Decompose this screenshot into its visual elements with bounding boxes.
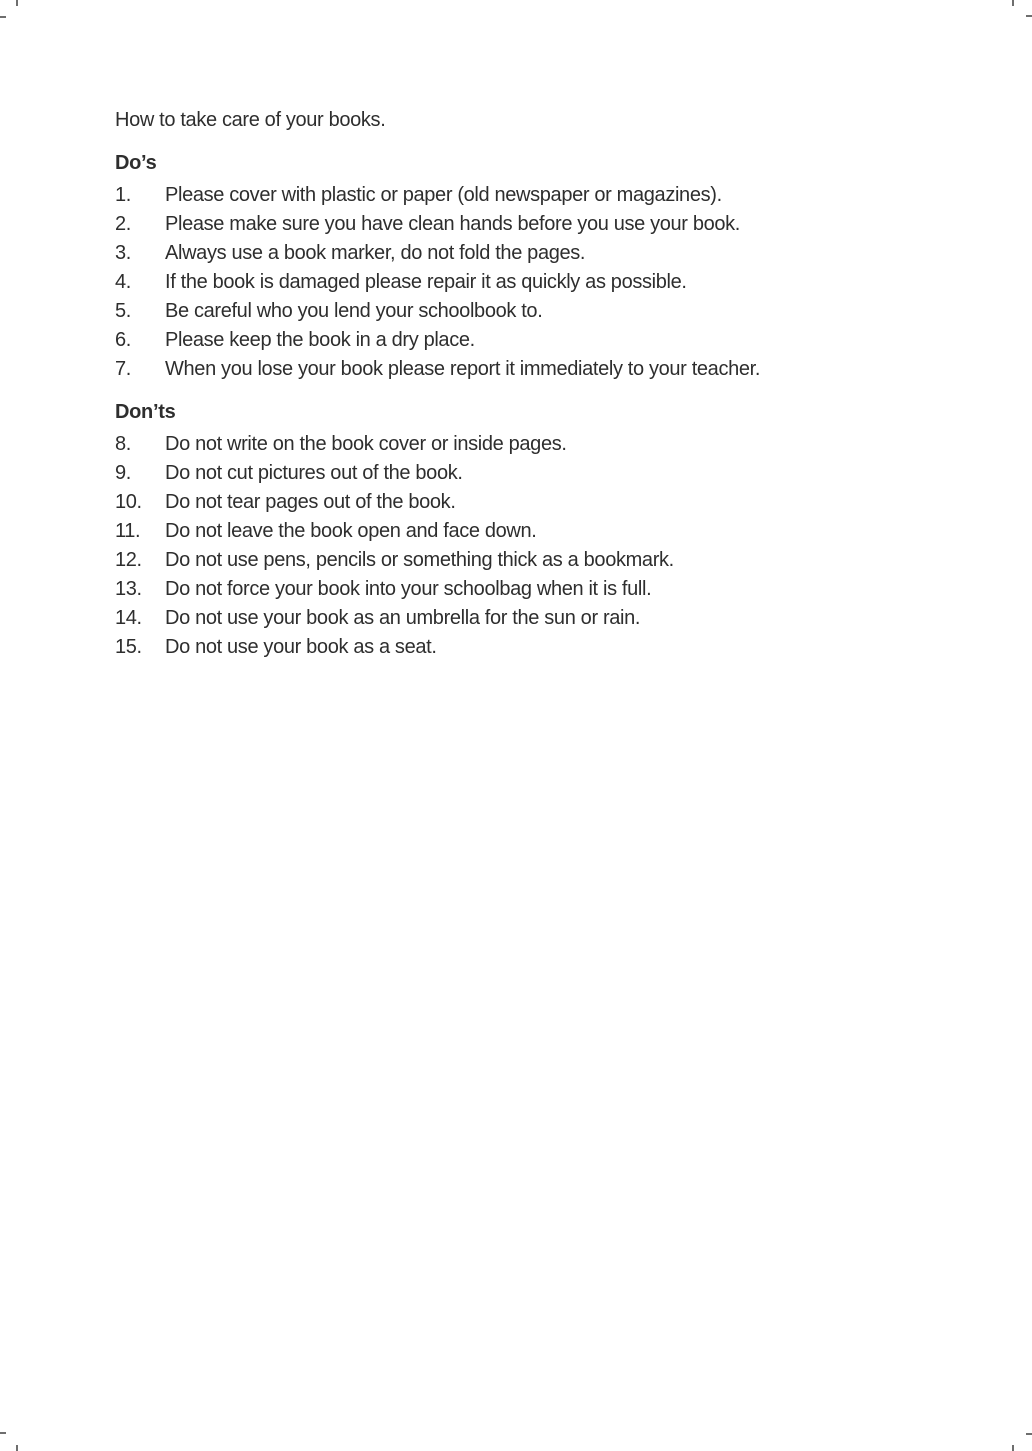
list-item-text: Do not force your book into your schoolbag when it is full. bbox=[165, 578, 652, 600]
list-item bbox=[115, 517, 922, 546]
list-item-text: Do not write on the book cover or inside pages. bbox=[165, 433, 567, 455]
crop-mark-bottom-left-horizontal bbox=[0, 1432, 6, 1434]
list-item-number: 8. bbox=[115, 433, 131, 455]
list-item bbox=[115, 459, 922, 488]
list-item-number: 13. bbox=[115, 578, 142, 600]
list-item-text: Please make sure you have clean hands before you use your book. bbox=[165, 213, 740, 235]
crop-mark-bottom-left-vertical bbox=[16, 1445, 18, 1451]
list-item bbox=[115, 297, 922, 326]
section bbox=[115, 149, 922, 384]
section-list bbox=[115, 430, 922, 662]
list-item bbox=[115, 633, 922, 662]
list-item bbox=[115, 326, 922, 355]
list-item-text: Do not use pens, pencils or something thick as a bookmark. bbox=[165, 549, 674, 571]
list-item bbox=[115, 430, 922, 459]
list-item-number: 3. bbox=[115, 242, 131, 264]
list-item bbox=[115, 210, 922, 239]
crop-mark-bottom-right-horizontal bbox=[1026, 1433, 1032, 1435]
crop-mark-top-left-vertical bbox=[16, 0, 18, 6]
list-item-text: Please cover with plastic or paper (old newspaper or magazines). bbox=[165, 184, 722, 206]
section-list bbox=[115, 181, 922, 384]
list-item-number: 10. bbox=[115, 491, 142, 513]
list-item-text: Do not cut pictures out of the book. bbox=[165, 462, 463, 484]
list-item-number: 12. bbox=[115, 549, 142, 571]
section bbox=[115, 398, 922, 662]
list-item bbox=[115, 181, 922, 210]
list-item-number: 15. bbox=[115, 636, 142, 658]
list-item-text: Do not use your book as an umbrella for the sun or rain. bbox=[165, 607, 641, 629]
list-item-text: When you lose your book please report it immediately to your teacher. bbox=[165, 358, 761, 380]
crop-mark-bottom-right-vertical bbox=[1012, 1445, 1014, 1451]
list-item-text: Do not use your book as a seat. bbox=[165, 636, 437, 658]
list-item bbox=[115, 268, 922, 297]
list-item-number: 6. bbox=[115, 329, 131, 351]
list-item bbox=[115, 488, 922, 517]
crop-mark-top-right-horizontal bbox=[1026, 15, 1032, 17]
crop-mark-top-right-vertical bbox=[1012, 0, 1014, 6]
list-item-number: 9. bbox=[115, 462, 131, 484]
sections bbox=[115, 149, 922, 662]
list-item-number: 11. bbox=[115, 520, 141, 542]
list-item bbox=[115, 239, 922, 268]
list-item-text: If the book is damaged please repair it as quickly as possible. bbox=[165, 271, 687, 293]
section-heading: Do’s bbox=[115, 152, 157, 174]
document-title: How to take care of your books. bbox=[115, 109, 386, 131]
list-item-text: Do not leave the book open and face down. bbox=[165, 520, 537, 542]
list-item bbox=[115, 546, 922, 575]
crop-mark-top-left-horizontal bbox=[0, 16, 6, 18]
list-item-text: Do not tear pages out of the book. bbox=[165, 491, 456, 513]
list-item-number: 2. bbox=[115, 213, 131, 235]
list-item-number: 1. bbox=[115, 184, 131, 206]
list-item bbox=[115, 575, 922, 604]
list-item bbox=[115, 604, 922, 633]
list-item-text: Please keep the book in a dry place. bbox=[165, 329, 475, 351]
list-item bbox=[115, 355, 922, 384]
list-item-number: 4. bbox=[115, 271, 131, 293]
list-item-number: 7. bbox=[115, 358, 131, 380]
list-item-number: 5. bbox=[115, 300, 131, 322]
list-item-text: Be careful who you lend your schoolbook to. bbox=[165, 300, 543, 322]
document-content bbox=[115, 106, 922, 662]
list-item-number: 14. bbox=[115, 607, 142, 629]
list-item-text: Always use a book marker, do not fold the pages. bbox=[165, 242, 586, 264]
section-heading: Don’ts bbox=[115, 401, 176, 423]
